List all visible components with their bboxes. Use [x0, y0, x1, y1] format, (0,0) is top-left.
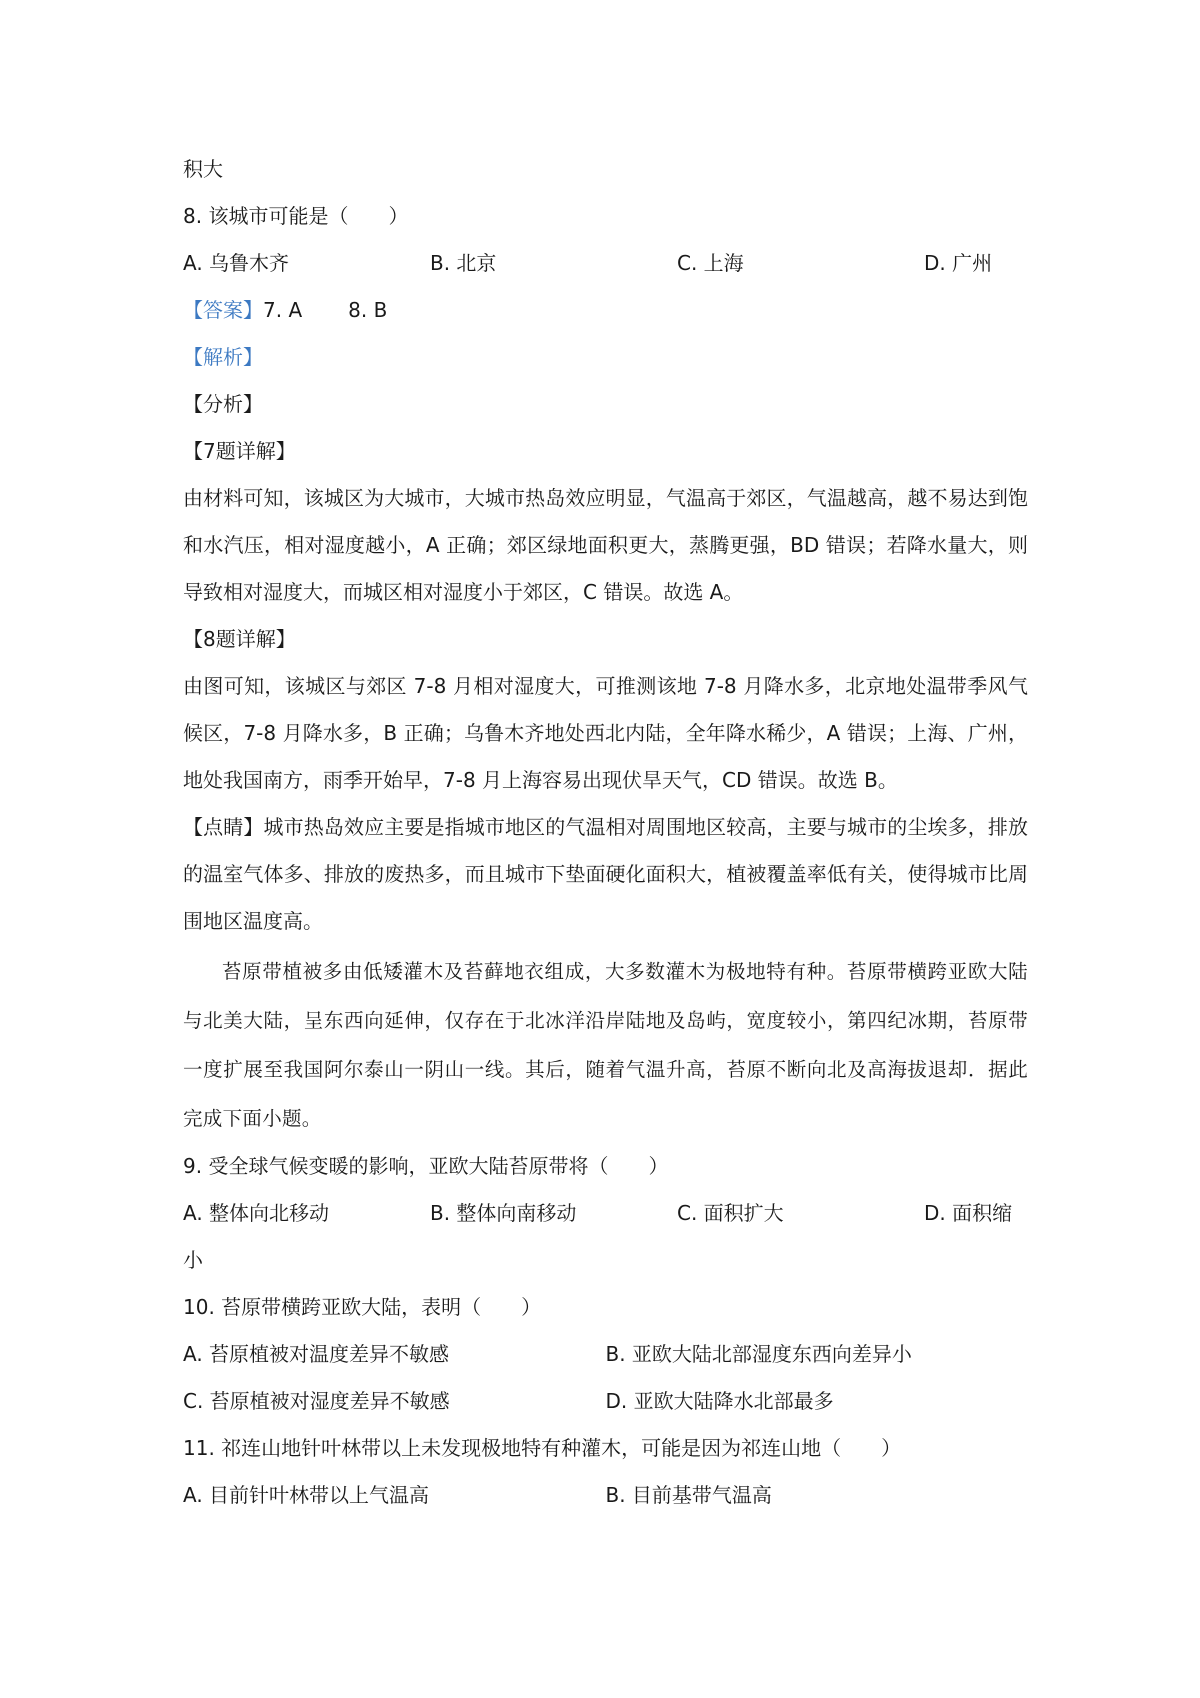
- option-b: B. 亚欧大陆北部湿度东西向差异小: [605, 1342, 912, 1366]
- question-10-options-row-2: [183, 1378, 1028, 1425]
- answer-line: [183, 287, 1028, 334]
- question-9-options: [183, 1190, 1028, 1237]
- option-a: A. 目前针叶林带以上气温高: [183, 1483, 430, 1507]
- question-10-stem: 10. 苔原带横跨亚欧大陆，表明（ ）: [183, 1295, 542, 1319]
- question-8-stem: 8. 该城市可能是（ ）: [183, 204, 409, 228]
- option-c: C. 面积扩大: [677, 1201, 784, 1225]
- option-a: A. 整体向北移动: [183, 1201, 330, 1225]
- dianjing-paragraph: [183, 804, 1028, 945]
- option-b: B. 整体向南移动: [430, 1201, 577, 1225]
- page-content: [183, 146, 1028, 1519]
- option-d: D. 广州: [924, 251, 993, 275]
- question-11-options: [183, 1472, 1028, 1519]
- option-b: B. 北京: [430, 251, 497, 275]
- detail-8-text: 由图可知，该城区与郊区 7-8 月相对湿度大，可推测该地 7-8 月降水多，北京地处温带季风气候区，7-8 月降水多，B 正确；乌鲁木齐地处西北内陆，全年降水稀少，A 错误；上海、广州，地处我国南方，雨季开始早，7-8 月上海容易出现伏旱天气，CD 错误。故选 B。: [183, 674, 1028, 792]
- option-c: C. 苔原植被对湿度差异不敏感: [183, 1389, 450, 1413]
- question-9-stem: 9. 受全球气候变暖的影响，亚欧大陆苔原带将（ ）: [183, 1154, 669, 1178]
- dianjing-text: 城市热岛效应主要是指城市地区的气温相对周围地区较高，主要与城市的尘埃多，排放的温室气体多、排放的废热多，而且城市下垫面硬化面积大，植被覆盖率低有关，使得城市比周围地区温度高。: [183, 815, 1029, 933]
- option-d: D. 亚欧大陆降水北部最多: [605, 1389, 834, 1413]
- material-paragraph: 苔原带植被多由低矮灌木及苔藓地衣组成，大多数灌木为极地特有种。苔原带横跨亚欧大陆与北美大陆，呈东西向延伸，仅存在于北冰洋沿岸陆地及岛屿，宽度较小，第四纪冰期，苔原带一度扩展至我国阿尔泰山一阴山一线。其后，随着气温升高，苔原不断向北及高海拔退却．据此完成下面小题。: [183, 960, 1028, 1130]
- option-a: A. 乌鲁木齐: [183, 251, 290, 275]
- answer-label: 【答案】: [183, 298, 263, 322]
- option-a: A. 苔原植被对温度差异不敏感: [183, 1342, 450, 1366]
- option-b: B. 目前基带气温高: [605, 1483, 772, 1507]
- answer-8: 8. B: [348, 298, 388, 322]
- option-d-wrap: 小: [183, 1248, 203, 1272]
- question-11-stem: 11. 祁连山地针叶林带以上未发现极地特有种灌木，可能是因为祁连山地（ ）: [183, 1436, 902, 1460]
- option-d: D. 面积缩: [924, 1201, 1013, 1225]
- analysis-label: 【解析】: [183, 345, 263, 369]
- continued-text: 积大: [183, 157, 223, 181]
- fenxi-label: 【分析】: [183, 392, 263, 416]
- detail-7-heading: 【7题详解】: [183, 439, 296, 463]
- option-c: C. 上海: [677, 251, 744, 275]
- detail-8-heading: 【8题详解】: [183, 627, 296, 651]
- question-8-options: [183, 240, 1028, 287]
- answer-7: 7. A: [263, 298, 303, 322]
- dianjing-label: 【点睛】: [183, 815, 264, 839]
- detail-7-text: 由材料可知，该城区为大城市，大城市热岛效应明显，气温高于郊区，气温越高，越不易达到饱和水汽压，相对湿度越小，A 正确；郊区绿地面积更大，蒸腾更强，BD 错误；若降水量大，则导致相对湿度大，而城区相对湿度小于郊区，C 错误。故选 A。: [183, 486, 1028, 604]
- question-10-options-row-1: [183, 1331, 1028, 1378]
